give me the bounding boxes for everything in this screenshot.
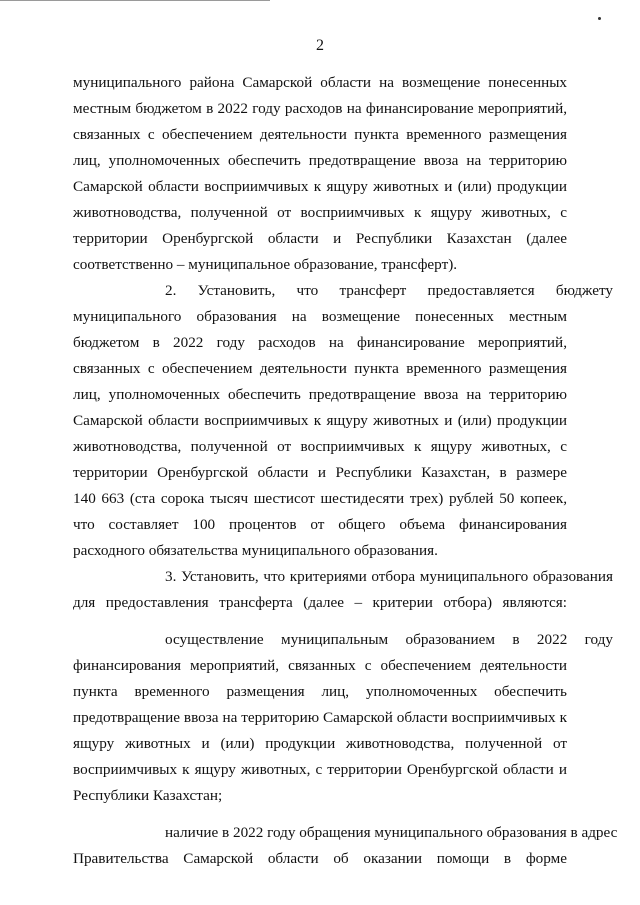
text-line: финансирования мероприятий, связанных с обеспечением деятельности xyxy=(73,657,567,674)
text-line: лиц, уполномоченных обеспечить предотвращение ввоза на территорию xyxy=(73,152,567,169)
text-line: восприимчивых к ящуру животных, с территории Оренбургской области и xyxy=(73,761,567,778)
text-line: 2. Установить, что трансферт предоставляется бюджету xyxy=(165,282,613,299)
text-line: наличие в 2022 году обращения муниципального образования в адрес xyxy=(165,824,618,841)
text-line: местным бюджетом в 2022 году расходов на финансирование мероприятий, xyxy=(73,100,567,117)
text-line: муниципального района Самарской области на возмещение понесенных xyxy=(73,74,567,91)
page-number: 2 xyxy=(316,37,324,54)
text-line: связанных с обеспечением деятельности пункта временного размещения xyxy=(73,360,567,377)
text-line: ящуру животных и (или) продукции животноводства, полученной от xyxy=(73,735,567,752)
text-line: предотвращение ввоза на территорию Самарской области восприимчивых к xyxy=(73,709,567,726)
text-line: Республики Казахстан; xyxy=(73,787,223,804)
text-line: расходного обязательства муниципального образования. xyxy=(73,542,438,559)
text-line: Самарской области восприимчивых к ящуру животных и (или) продукции xyxy=(73,412,567,429)
text-line: животноводства, полученной от восприимчивых к ящуру животных, с xyxy=(73,204,567,221)
paragraph-gap xyxy=(73,616,567,627)
text-line: осуществление муниципальным образованием в 2022 году xyxy=(165,631,613,648)
text-line: животноводства, полученной от восприимчивых к ящуру животных, с xyxy=(73,438,567,455)
paragraph-item-3 xyxy=(73,564,613,616)
paragraph-gap xyxy=(73,809,567,820)
text-line: Самарской области восприимчивых к ящуру животных и (или) продукции xyxy=(73,178,567,195)
text-line: территории Оренбургской области и Республики Казахстан, в размере xyxy=(73,464,567,481)
text-line: что составляет 100 процентов от общего объема финансирования xyxy=(73,516,567,533)
text-line: бюджетом в 2022 году расходов на финансирование мероприятий, xyxy=(73,334,567,351)
text-line: пункта временного размещения лиц, уполномоченных обеспечить xyxy=(73,683,567,700)
scan-edge-line xyxy=(0,0,270,1)
text-line: муниципального образования на возмещение понесенных местным xyxy=(73,308,567,325)
text-line: 140 663 (ста сорока тысяч шестисот шестидесяти трех) рублей 50 копеек, xyxy=(73,490,567,507)
criterion-paragraph-2 xyxy=(73,820,618,872)
criterion-paragraph-1 xyxy=(73,627,613,809)
scan-speck xyxy=(598,17,601,20)
text-line: связанных с обеспечением деятельности пункта временного размещения xyxy=(73,126,567,143)
paragraph-continuation xyxy=(73,70,567,278)
text-line: для предоставления трансферта (далее – критерии отбора) являются: xyxy=(73,594,567,611)
text-line: 3. Установить, что критериями отбора муниципального образования xyxy=(165,568,613,585)
text-line: соответственно – муниципальное образование, трансферт). xyxy=(73,256,458,273)
text-line: Правительства Самарской области об оказании помощи в форме xyxy=(73,850,567,867)
text-line: лиц, уполномоченных обеспечить предотвращение ввоза на территорию xyxy=(73,386,567,403)
paragraph-item-2 xyxy=(73,278,613,564)
text-line: территории Оренбургской области и Республики Казахстан (далее xyxy=(73,230,567,247)
document-body xyxy=(73,70,618,872)
